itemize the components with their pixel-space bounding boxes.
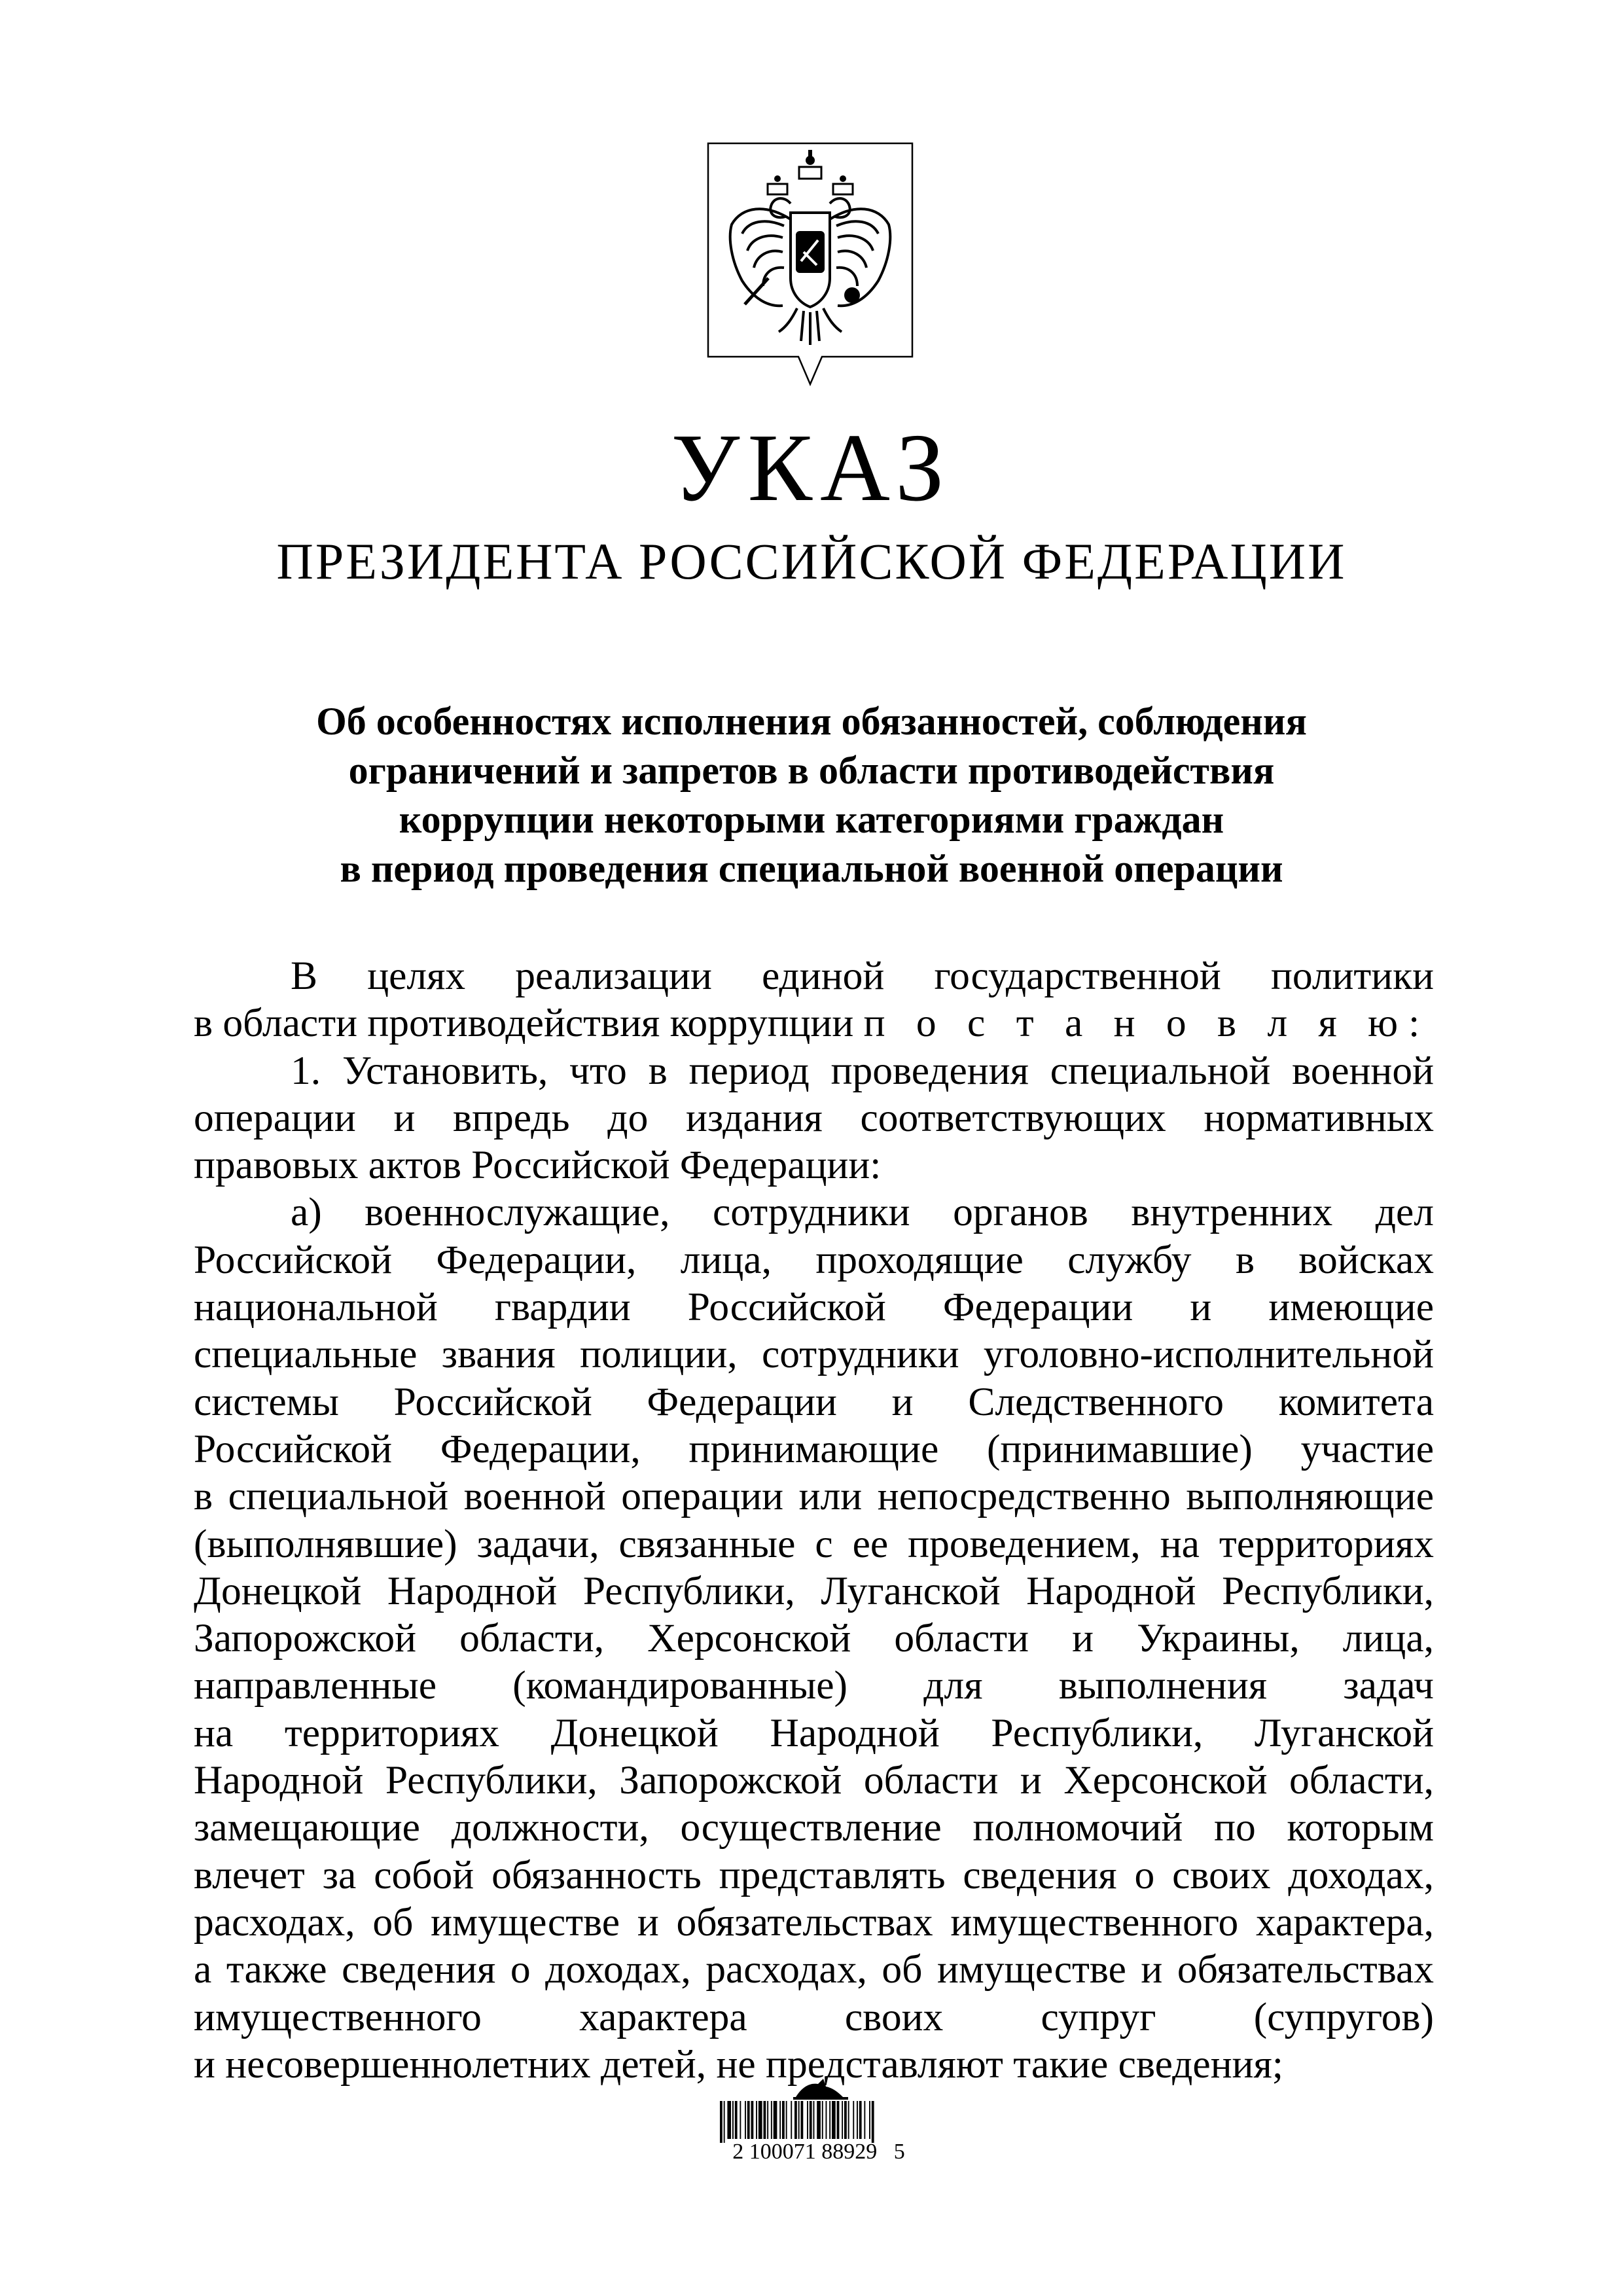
body-line: Российской Федерации, принимающие (принимавшие) участие xyxy=(194,1426,1434,1471)
heading-line: коррупции некоторыми категориями граждан xyxy=(399,798,1224,841)
body-text: в области противодействия коррупции xyxy=(194,1001,864,1046)
body-line: на территориях Донецкой Народной Республики, Луганской xyxy=(194,1710,1434,1755)
body-line: и несовершеннолетних детей, не представляют такие сведения; xyxy=(194,2041,1283,2087)
body-line: в специальной военной операции или непосредственно выполняющие xyxy=(194,1474,1434,1519)
barcode-block xyxy=(715,2073,923,2165)
document-title: УКАЗ xyxy=(671,414,952,522)
coat-of-arms-icon xyxy=(705,141,915,386)
body-line: Российской Федерации, лица, проходящие службу в войсках xyxy=(194,1237,1434,1282)
body-line: имущественного характера своих супруг (супругов) xyxy=(194,1994,1434,2039)
printer-mark-icon xyxy=(715,2073,923,2104)
body-line: Запорожской области, Херсонской области и Украины, лица, xyxy=(194,1616,1434,1661)
body-line: расходах, об имуществе и обязательствах имущественного характера, xyxy=(194,1899,1434,1945)
barcode-icon xyxy=(715,2101,923,2143)
body-line: (выполнявшие) задачи, связанные с ее проведением, на территориях xyxy=(194,1521,1434,1566)
body-line: влечет за собой обязанность представлять сведения о своих доходах, xyxy=(194,1852,1434,1897)
barcode-number: 2 100071 88929 5 xyxy=(732,2140,905,2164)
body-line: В целях реализации единой государственной политики xyxy=(291,954,1434,998)
body-line: 1. Установить, что в период проведения специальной военной xyxy=(291,1048,1434,1093)
body-line: а также сведения о доходах, расходах, об имуществе и обязательствах xyxy=(194,1947,1434,1992)
body-line: операции и впредь до издания соответствующих нормативных xyxy=(194,1095,1434,1140)
document-subtitle: ПРЕЗИДЕНТА РОССИЙСКОЙ ФЕДЕРАЦИИ xyxy=(276,533,1347,590)
heading-line: в период проведения специальной военной операции xyxy=(340,847,1283,890)
document-heading xyxy=(249,697,1374,893)
heading-line: Об особенностях исполнения обязанностей, соблюдения xyxy=(316,700,1307,743)
body-line: Донецкой Народной Республики, Луганской Народной Республики, xyxy=(194,1568,1434,1613)
document-body xyxy=(194,952,1434,2088)
body-line: правовых актов Российской Федерации: xyxy=(194,1143,882,1188)
body-line: Народной Республики, Запорожской области и Херсонской области, xyxy=(194,1758,1434,1803)
body-line: национальной гвардии Российской Федерации и имеющие xyxy=(194,1285,1434,1330)
decree-verb: п о с т а н о в л я ю: xyxy=(863,1001,1431,1046)
body-line: направленные (командированные) для выполнения задач xyxy=(194,1663,1434,1708)
body-line: специальные звания полиции, сотрудники уголовно-исполнительной xyxy=(194,1332,1434,1377)
heading-line: ограничений и запретов в области противодействия xyxy=(348,749,1275,792)
body-line xyxy=(194,999,1434,1047)
body-line: системы Российской Федерации и Следственного комитета xyxy=(194,1379,1434,1424)
body-line: а) военнослужащие, сотрудники органов внутренних дел xyxy=(291,1190,1434,1235)
body-line: замещающие должности, осуществление полномочий по которым xyxy=(194,1805,1434,1850)
